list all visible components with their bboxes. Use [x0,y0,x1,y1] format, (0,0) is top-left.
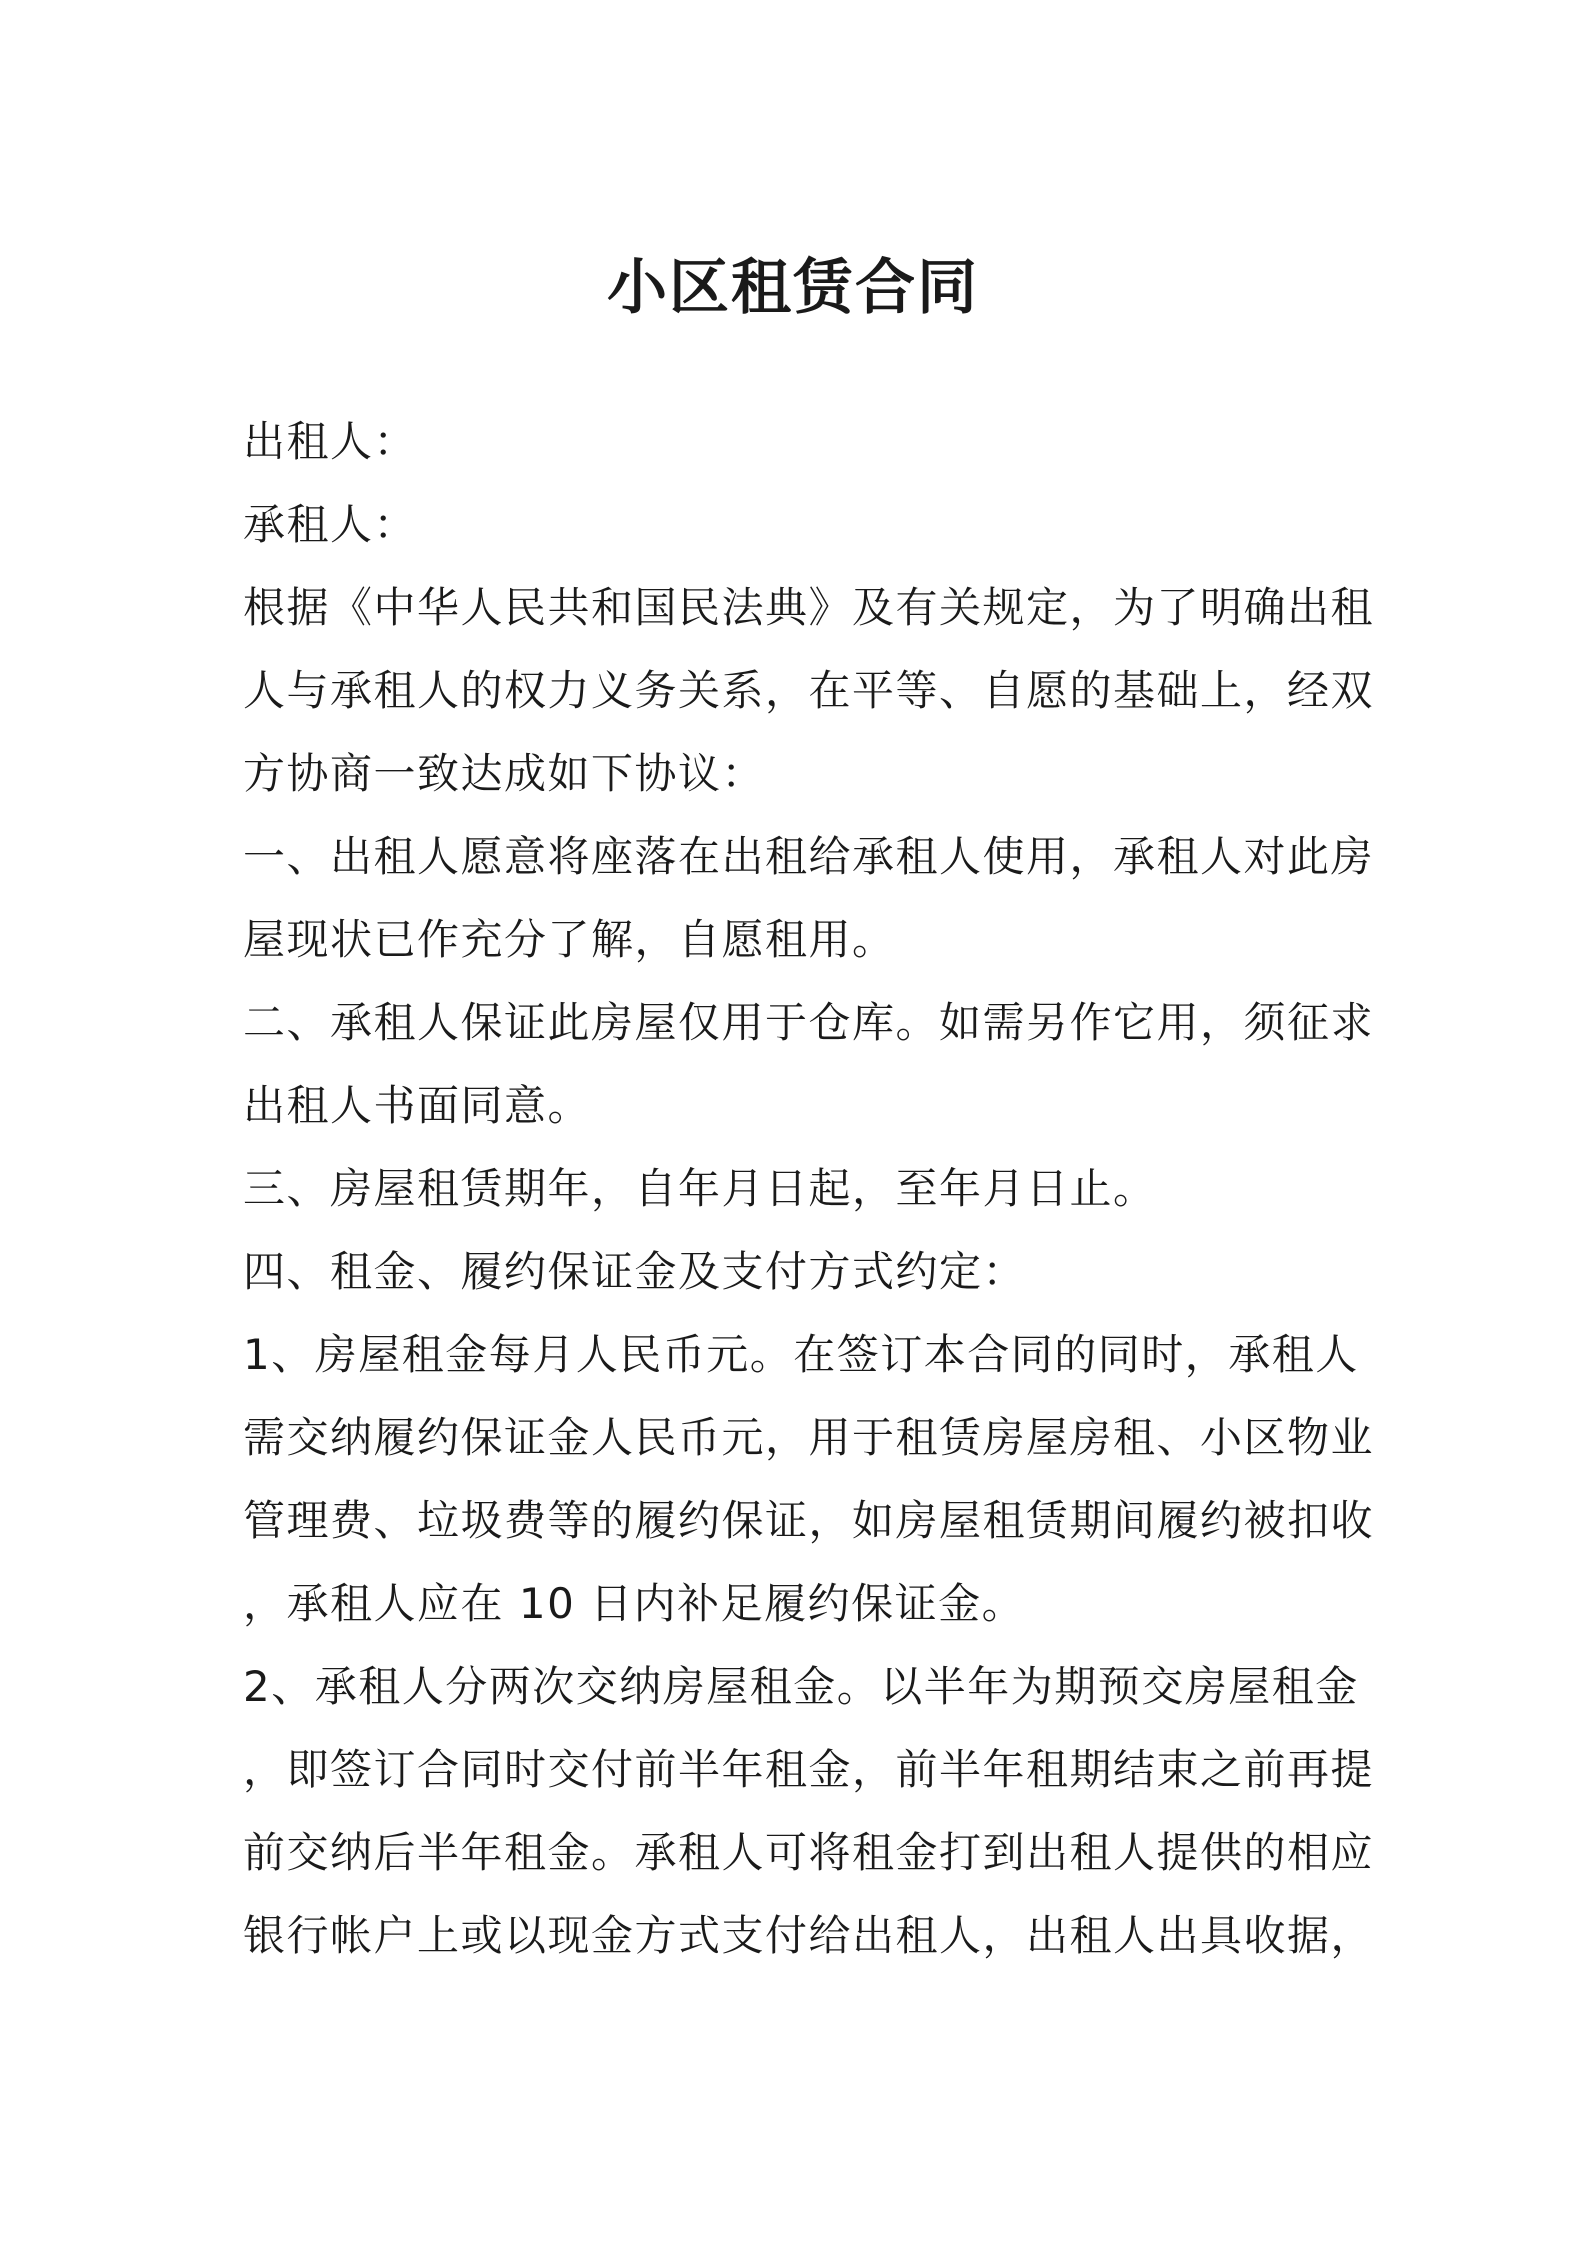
clause-4-1-line-2: 需交纳履约保证金人民币元，用于租赁房屋房租、小区物业 [243,1413,1375,1462]
lessee-line: 承租人： [243,500,418,549]
lessor-line: 出租人： [243,417,418,466]
clause-4-1-line-4: ，承租人应在 10 日内补足履约保证金。 [243,1579,1026,1628]
clause-1-line-1: 一、出租人愿意将座落在出租给承租人使用，承租人对此房 [243,832,1375,881]
document-title: 小区租赁合同 [607,253,979,323]
clause-4-1-line-1: 1、房屋租金每月人民币元。在签订本合同的同时，承租人 [243,1330,1359,1379]
clause-2-line-1: 二、承租人保证此房屋仅用于仓库。如需另作它用，须征求 [243,998,1375,1047]
preamble-line-2: 人与承租人的权力义务关系，在平等、自愿的基础上，经双 [243,666,1375,715]
preamble-line-3: 方协商一致达成如下协议： [243,749,766,798]
clause-1-line-2: 屋现状已作充分了解，自愿租用。 [243,915,896,964]
clause-4-2-line-4: 银行帐户上或以现金方式支付给出租人，出租人出具收据， [243,1911,1375,1960]
clause-3-line-1: 三、房屋租赁期年，自年月日起，至年月日止。 [243,1164,1157,1213]
clause-4-2-line-2: ，即签订合同时交付前半年租金，前半年租期结束之前再提 [243,1745,1375,1794]
preamble-line-1: 根据《中华人民共和国民法典》及有关规定，为了明确出租 [243,583,1375,632]
clause-4-2-line-1: 2、承租人分两次交纳房屋租金。以半年为期预交房屋租金 [243,1662,1359,1711]
document-body [243,400,1375,1977]
clause-4-heading: 四、租金、履约保证金及支付方式约定： [243,1247,1027,1296]
clause-4-1-line-3: 管理费、垃圾费等的履约保证，如房屋租赁期间履约被扣收 [243,1496,1375,1545]
clause-4-2-line-3: 前交纳后半年租金。承租人可将租金打到出租人提供的相应 [243,1828,1375,1877]
clause-2-line-2: 出租人书面同意。 [243,1081,592,1130]
